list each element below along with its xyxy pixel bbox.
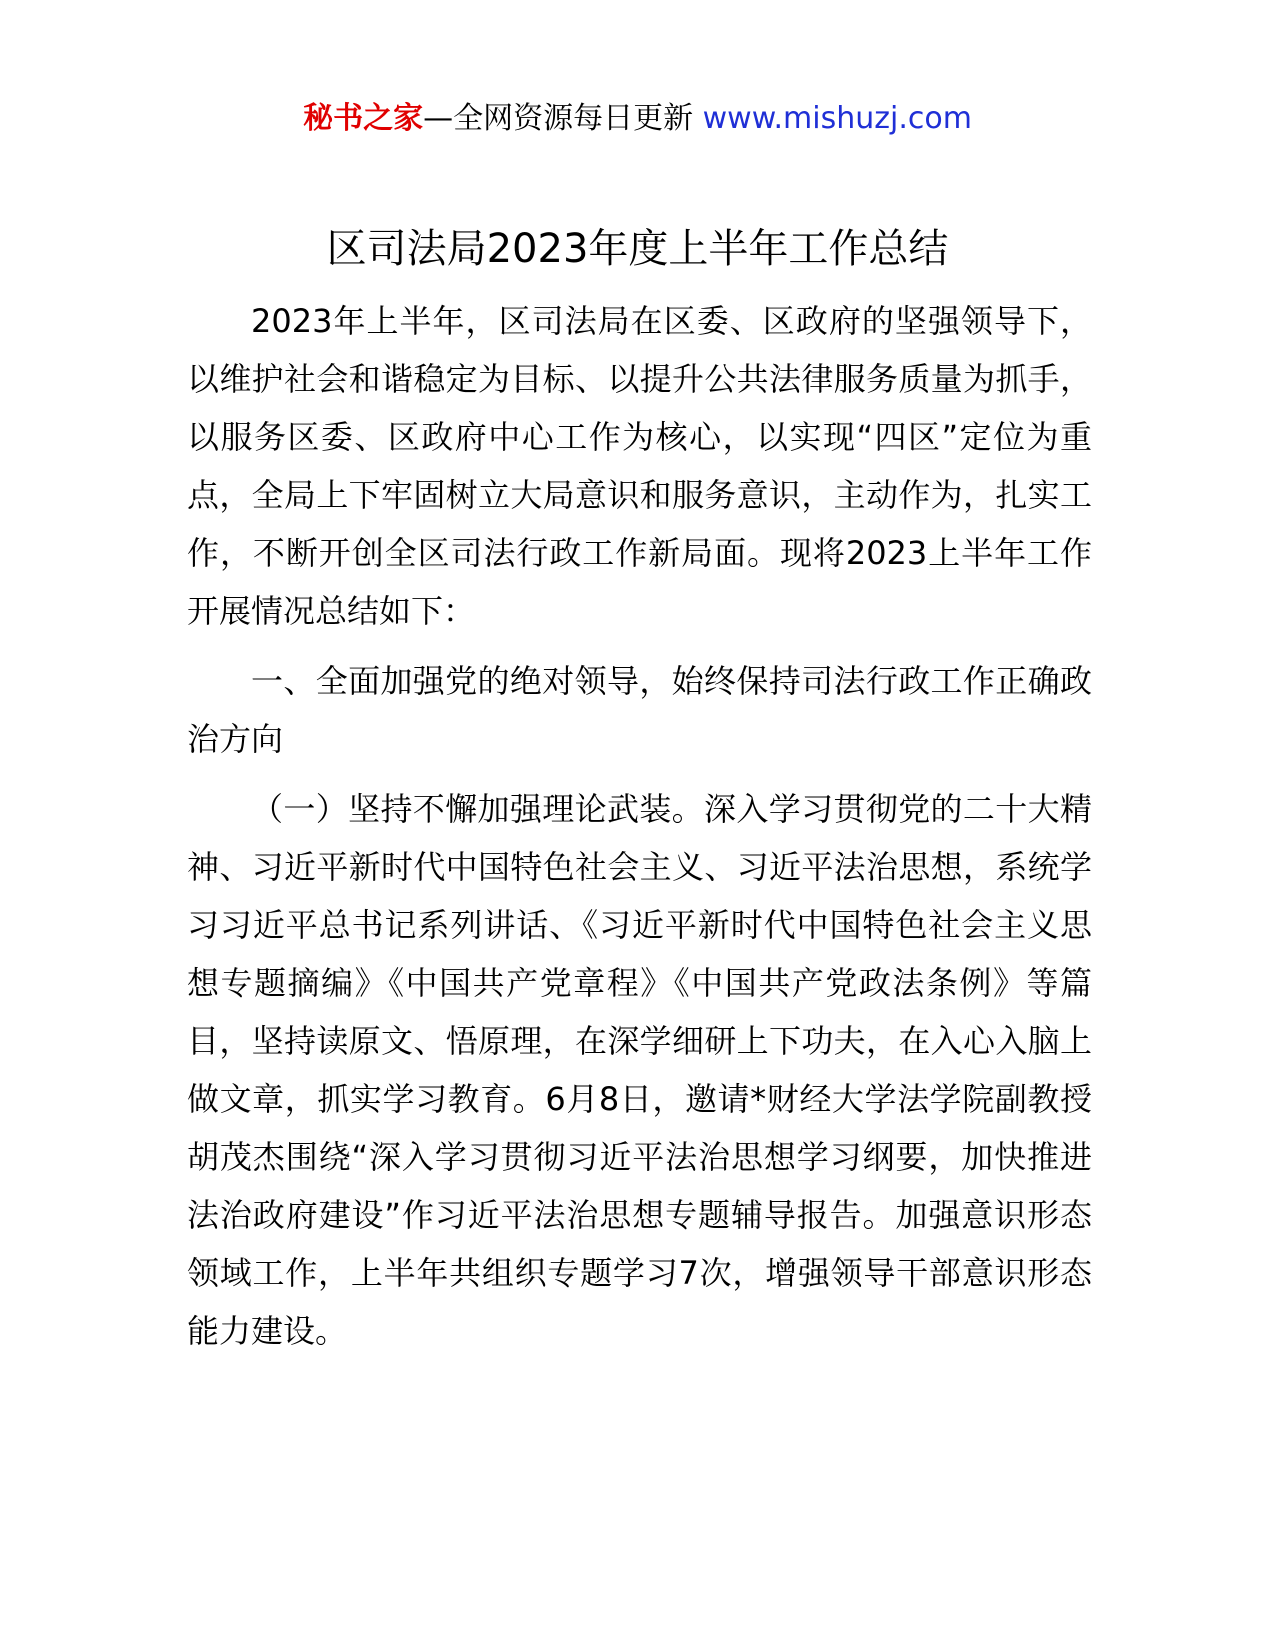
intro-paragraph: 2023年上半年，区司法局在区委、区政府的坚强领导下，以维护社会和谐稳定为目标、以提升公共法律服务质量为抓手，以服务区委、区政府中心工作为核心，以实现“四区”定位为重点，全局上下牢固树立大局意识和服务意识，主动作为，扎实工作，不断开创全区司法行政工作新局面。现将2023上半年工作开展情况总结如下：: [187, 302, 1092, 630]
site-url-link[interactable]: www.mishuzj.com: [702, 101, 972, 136]
brand-name: 秘书之家: [303, 101, 424, 136]
section-heading-1: 一、全面加强党的绝对领导，始终保持司法行政工作正确政治方向: [187, 662, 1092, 758]
site-banner: [0, 98, 1275, 140]
document-title: 区司法局2023年度上半年工作总结: [326, 226, 949, 272]
document-body: [187, 292, 1092, 1360]
banner-tagline: —全网资源每日更新: [423, 101, 694, 136]
subsection-paragraph-1: （一）坚持不懈加强理论武装。深入学习贯彻党的二十大精神、习近平新时代中国特色社会主义、习近平法治思想，系统学习习近平总书记系列讲话、《习近平新时代中国特色社会主义思想专题摘编》《中国共产党章程》《中国共产党政法条例》等篇目，坚持读原文、悟原理，在深学细研上下功夫，在入心入脑上做文章，抓实学习教育。6月8日，邀请*财经大学法学院副教授胡茂杰围绕“深入学习贯彻习近平法治思想学习纲要，加快推进法治政府建设”作习近平法治思想专题辅导报告。加强意识形态领域工作，上半年共组织专题学习7次，增强领导干部意识形态能力建设。: [187, 790, 1092, 1350]
